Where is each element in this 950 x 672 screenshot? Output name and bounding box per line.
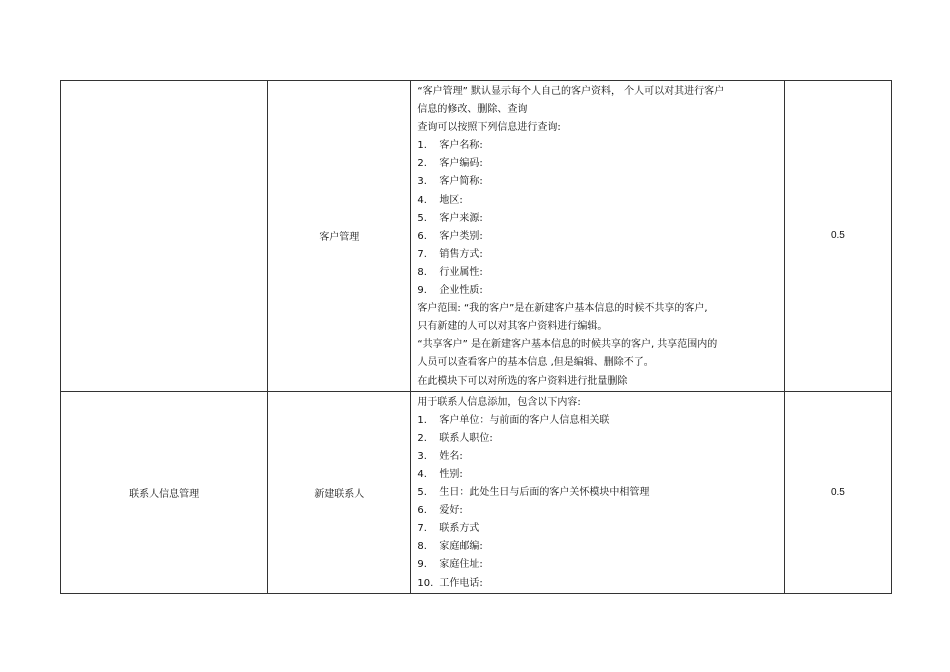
table-row [61,81,892,392]
score-cell: 0.5 [784,81,891,392]
line-text: 爱好: [439,505,463,517]
description-line [417,520,777,538]
description-line [417,502,777,520]
line-text: 客户编码: [439,158,483,170]
line-text: 信息的修改、删除、查询 [417,104,528,116]
list-number: 2. [417,158,427,170]
line-text: 联系方式 [439,523,480,535]
line-text: 性别: [439,468,463,480]
description-line [417,246,777,264]
line-text: 用于联系人信息添加，包含以下内容: [417,396,581,408]
description-line [417,101,777,119]
description-line [417,192,777,210]
table-row [61,391,892,593]
line-text: 家庭住址: [439,559,483,571]
description-line [417,119,777,137]
list-number: 5. [417,212,427,224]
description-line [417,430,777,448]
description-line [417,228,777,246]
description-line [417,137,777,155]
description-line [417,556,777,574]
feature-cell: 客户管理 [268,81,411,392]
description-lines [417,394,777,593]
list-number: 10. [417,577,434,589]
line-text: 只有新建的人可以对其客户资料进行编辑。 [417,321,608,333]
line-text: 客户范围: “我的客户”是在新建客户基本信息的时候不共享的客户, [417,303,708,315]
line-text: “共享客户” 是在新建客户基本信息的时候共享的客户, 共享范围内的 [417,339,718,351]
description-cell [411,391,784,593]
line-text: 客户类别: [439,230,483,242]
description-line [417,354,777,372]
line-text: 联系人职位: [439,432,493,444]
line-text: 客户简称: [439,176,483,188]
description-line [417,412,777,430]
line-text: 地区: [439,194,463,206]
list-number: 5. [417,487,427,499]
description-line [417,155,777,173]
line-text: 销售方式: [439,248,483,260]
description-line [417,282,777,300]
line-text: 行业属性: [439,266,483,278]
list-number: 6. [417,230,427,242]
description-line [417,210,777,228]
description-line [417,538,777,556]
description-line [417,448,777,466]
line-text: 人员可以查看客户的基本信息 ,但是编辑、删除不了。 [417,357,654,369]
line-text: 客户来源: [439,212,483,224]
list-number: 8. [417,541,427,553]
description-cell [411,81,784,392]
description-line [417,394,777,412]
list-number: 3. [417,176,427,188]
feature-cell: 新建联系人 [268,391,411,593]
description-line [417,83,777,101]
list-number: 4. [417,194,427,206]
list-number: 9. [417,285,427,297]
list-number: 4. [417,468,427,480]
category-cell: 联系人信息管理 [61,391,268,593]
list-number: 1. [417,414,427,426]
category-cell [61,81,268,392]
line-text: 工作电话: [439,577,483,589]
description-line [417,318,777,336]
line-text: 查询可以按照下列信息进行查询: [417,122,561,134]
line-text: 生日：此处生日与后面的客户关怀模块中相管理 [439,487,650,499]
score-cell: 0.5 [784,391,891,593]
description-lines [417,83,777,391]
line-text: 客户单位：与前面的客户人信息相关联 [439,414,610,426]
list-number: 7. [417,523,427,535]
line-text: 企业性质: [439,285,483,297]
list-number: 9. [417,559,427,571]
line-text: 客户名称: [439,140,483,152]
description-line [417,575,777,593]
list-number: 2. [417,432,427,444]
requirements-table [60,80,892,594]
line-text: 家庭邮编: [439,541,483,553]
list-number: 6. [417,505,427,517]
description-line [417,336,777,354]
description-line [417,373,777,391]
line-text: “客户管理” 默认显示每个人自己的客户资料， 个人可以对其进行客户 [417,86,725,97]
description-line [417,466,777,484]
list-number: 3. [417,450,427,462]
description-line [417,264,777,282]
list-number: 7. [417,248,427,260]
list-number: 8. [417,266,427,278]
line-text: 在此模块下可以对所选的客户资料进行批量删除 [417,375,628,387]
line-text: 姓名: [439,450,463,462]
description-line [417,300,777,318]
description-line [417,173,777,191]
description-line [417,484,777,502]
list-number: 1. [417,140,427,152]
